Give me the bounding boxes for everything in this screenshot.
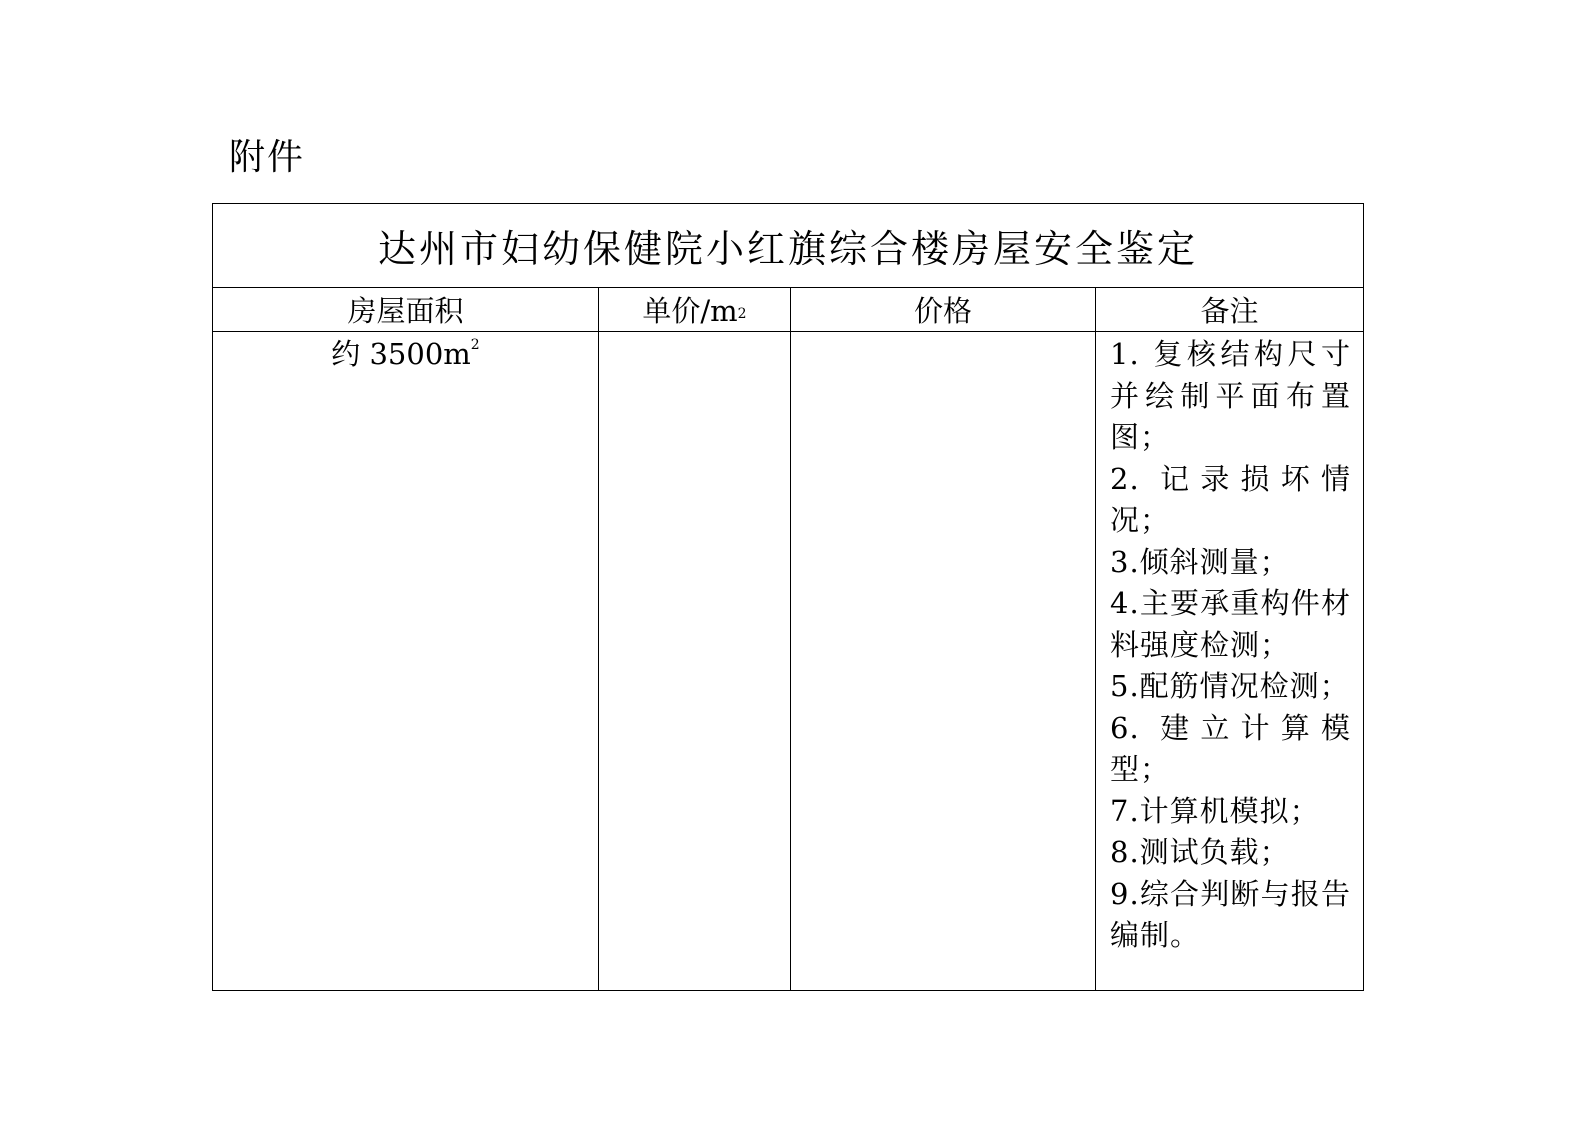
remarks-list (1096, 332, 1363, 957)
remark-item: 6. 建立计算模型； (1110, 710, 1351, 786)
header-unit-price-superscript: 2 (737, 305, 747, 322)
appraisal-table (212, 203, 1364, 991)
remark-item: 5.配筋情况检测； (1110, 669, 1350, 703)
header-unit-price-label: 单价/m (642, 294, 738, 328)
remark-item: 8.测试负载； (1110, 835, 1290, 869)
cell-area (213, 332, 598, 990)
remark-item: 9.综合判断与报告编制。 (1110, 876, 1351, 952)
header-remarks (1095, 288, 1363, 331)
table-header-row (213, 288, 1363, 332)
table-title: 达州市妇幼保健院小红旗综合楼房屋安全鉴定 (213, 204, 1363, 288)
cell-unit-price (598, 332, 790, 990)
header-remarks-label: 备注 (1200, 294, 1259, 328)
cell-price (790, 332, 1095, 990)
attachment-label: 附件 (229, 137, 306, 178)
remark-item: 4.主要承重构件材料强度检测； (1110, 586, 1351, 662)
header-area-label: 房屋面积 (347, 294, 464, 328)
area-value-wrap (213, 332, 598, 374)
area-value: 约 3500m (331, 337, 471, 371)
remark-item: 1. 复核结构尺寸并绘制平面布置图； (1110, 337, 1351, 454)
remark-item: 7.计算机模拟； (1110, 793, 1320, 828)
table-row (213, 332, 1363, 990)
remark-item: 2. 记录损坏情况； (1110, 461, 1351, 537)
remark-item: 3.倾斜测量； (1110, 544, 1290, 579)
header-price-label: 价格 (913, 294, 972, 328)
header-unit-price (598, 288, 790, 331)
header-area (213, 288, 598, 331)
header-price (790, 288, 1095, 331)
cell-remarks (1095, 332, 1363, 990)
area-value-superscript: 2 (470, 337, 480, 353)
